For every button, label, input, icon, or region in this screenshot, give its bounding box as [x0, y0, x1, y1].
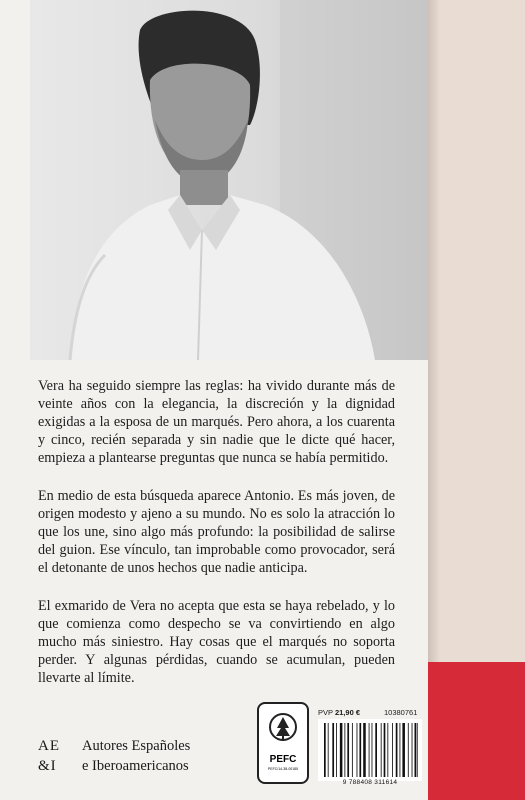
barcode-bar	[369, 723, 370, 777]
barcode-bar	[396, 723, 398, 777]
barcode-bar	[372, 723, 373, 777]
pefc-tree-icon	[268, 712, 298, 748]
barcode-bar	[344, 723, 345, 777]
barcode-bar	[415, 723, 417, 777]
isbn-barcode	[318, 719, 422, 781]
barcode-bar	[402, 723, 405, 777]
barcode-bar	[324, 723, 326, 777]
publisher-name-line-1: Autores Españoles	[82, 738, 191, 754]
barcode-bar	[332, 723, 334, 777]
barcode-bar	[340, 723, 343, 777]
synopsis	[38, 377, 395, 707]
publisher-imprint	[38, 736, 228, 780]
barcode-bar	[347, 723, 349, 777]
synopsis-paragraph-3: El exmarido de Vera no acepta que esta se haya rebelado, y lo que comienza como despecho se va convirtiendo en algo mucho más siniestro. Hay cosas que el marqués no soporta perder. Y algunas pérdidas, cuando se acumulan, pueden llevarte al límite.	[38, 598, 395, 686]
barcode-bar	[408, 723, 409, 777]
barcode-bars	[318, 719, 422, 779]
publisher-logo-line-2: &I	[38, 758, 57, 774]
barcode-bar	[336, 723, 337, 777]
barcode-bar	[384, 723, 386, 777]
publisher-name-line-2: e Iberoamericanos	[82, 758, 189, 774]
barcode-bar	[417, 723, 418, 777]
cover-flap	[428, 0, 525, 800]
barcode-bar	[381, 723, 382, 777]
price	[318, 708, 360, 717]
barcode-bar	[359, 723, 361, 777]
barcode-bar	[363, 723, 366, 777]
product-reference: 10380761	[384, 708, 418, 717]
barcode-bar	[392, 723, 393, 777]
barcode-bar	[387, 723, 388, 777]
pefc-certification-badge	[257, 702, 309, 784]
publisher-name	[82, 736, 190, 776]
barcode-bar	[328, 723, 329, 777]
author-portrait-illustration	[30, 0, 428, 360]
synopsis-paragraph-1: Vera ha seguido siempre las reglas: ha vivido durante más de veinte años con la elegancia, la discreción y la dignidad exigidas a la esposa de un marqués. Pero ahora, a los cuarenta y cinco, recién separada y sin nadie que le dicte qué hacer, empieza a plantearse preguntas que nunca se había permitido.	[38, 378, 395, 466]
barcode-bar	[375, 723, 377, 777]
flap-red-band	[428, 662, 525, 800]
isbn-number: 9 788408 311614	[342, 779, 398, 786]
barcode-bar	[357, 723, 358, 777]
barcode-bar	[400, 723, 401, 777]
barcode-bar	[412, 723, 413, 777]
pefc-label: PEFC	[269, 754, 297, 765]
price-prefix: PVP	[318, 708, 333, 717]
price-amount: 21,90 €	[334, 708, 360, 717]
synopsis-paragraph-2: En medio de esta búsqueda aparece Antonio. Es más joven, de origen modesto y ajeno a su mundo. No es solo la atracción lo que los une, sino algo más profundo: la posibilidad de salirse del guion. Ese vínculo, tan improbable como provocador, será el detonante de unos hechos que nadie anticipa.	[38, 488, 395, 576]
barcode-bar	[352, 723, 353, 777]
pefc-code: PEFC/14-38-00185	[267, 767, 299, 771]
author-photo	[30, 0, 428, 360]
publisher-logo	[38, 736, 60, 776]
publisher-logo-line-1: AE	[38, 738, 60, 754]
